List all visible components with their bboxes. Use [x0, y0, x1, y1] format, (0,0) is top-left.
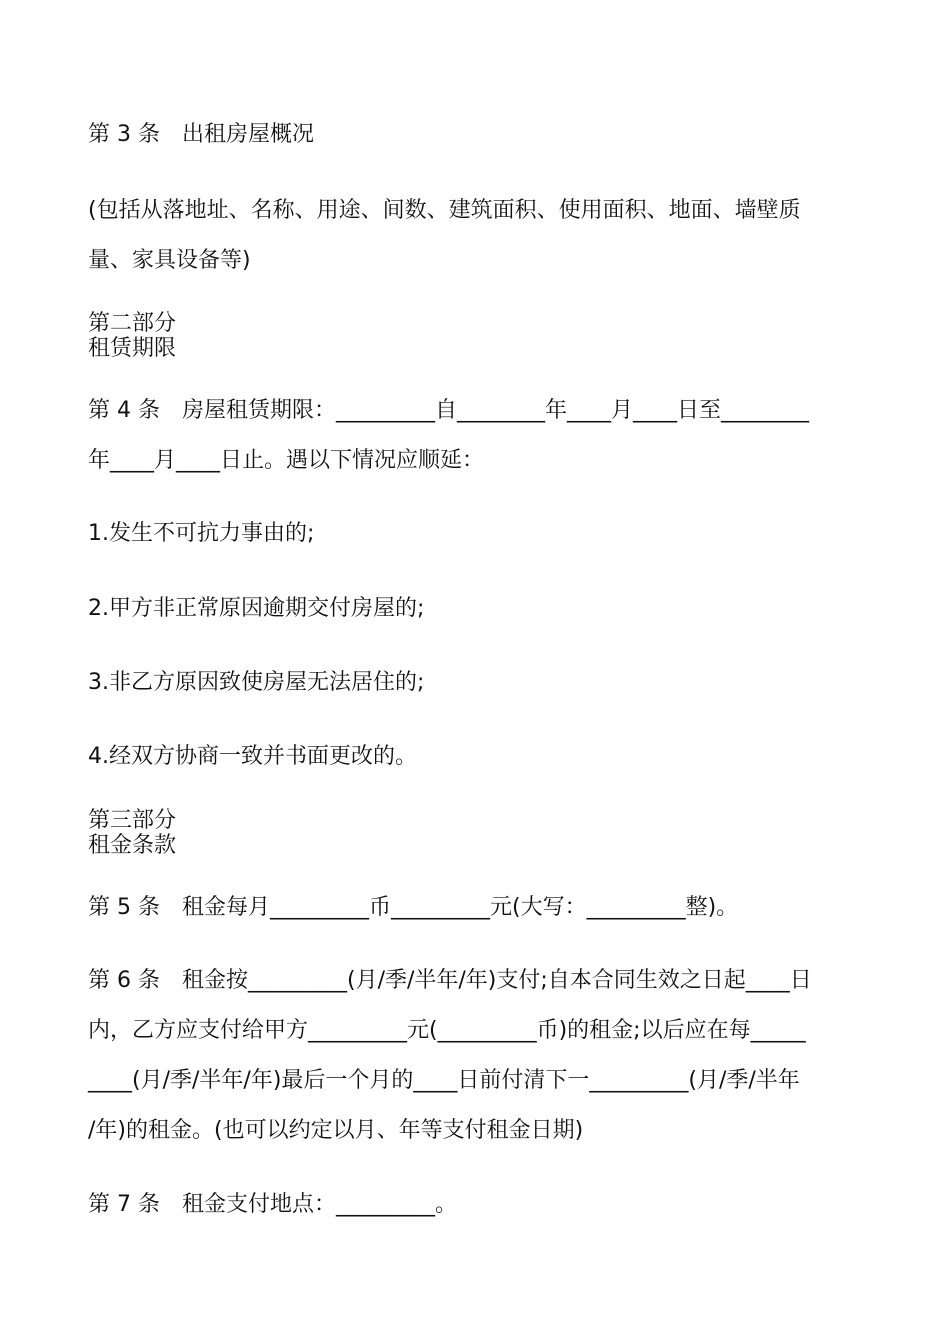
article-3-heading: 第 3 条 出租房屋概况 — [88, 122, 314, 147]
list-item-4: 4.经双方协商一致并书面更改的。 — [88, 744, 417, 769]
part-2-title: 租赁期限 — [88, 336, 177, 361]
article-6-line-3: ____(月/季/半年/年)最后一个月的____日前付清下一_________(月/季/半年 — [88, 1068, 800, 1093]
article-3-note-line-1: (包括从落地址、名称、用途、间数、建筑面积、使用面积、地面、墙壁质 — [88, 198, 801, 223]
list-item-1: 1.发生不可抗力事由的; — [88, 521, 315, 546]
article-4-line-2: 年____月____日止。遇以下情况应顺延： — [88, 448, 485, 473]
article-3-note-line-2: 量、家具设备等) — [88, 248, 251, 273]
part-3-label: 第三部分 — [88, 808, 177, 833]
list-item-2: 2.甲方非正常原因逾期交付房屋的; — [88, 596, 425, 621]
article-7: 第 7 条 租金支付地点：_________。 — [88, 1192, 457, 1217]
article-6-line-4: /年)的租金。(也可以约定以月、年等支付租金日期) — [88, 1118, 584, 1143]
article-6-line-2: 内，乙方应支付给甲方_________元(_________币)的租金;以后应在每_____ — [88, 1018, 806, 1043]
part-3-title: 租金条款 — [88, 833, 177, 858]
article-5: 第 5 条 租金每月_________币_________元(大写：_________整)。 — [88, 895, 739, 920]
article-6-line-1: 第 6 条 租金按_________(月/季/半年/年)支付;自本合同生效之日起____日 — [88, 968, 812, 993]
article-4-line-1: 第 4 条 房屋租赁期限：_________自________年____月____日至________ — [88, 398, 809, 423]
part-2-label: 第二部分 — [88, 311, 177, 336]
list-item-3: 3.非乙方原因致使房屋无法居住的; — [88, 670, 425, 695]
